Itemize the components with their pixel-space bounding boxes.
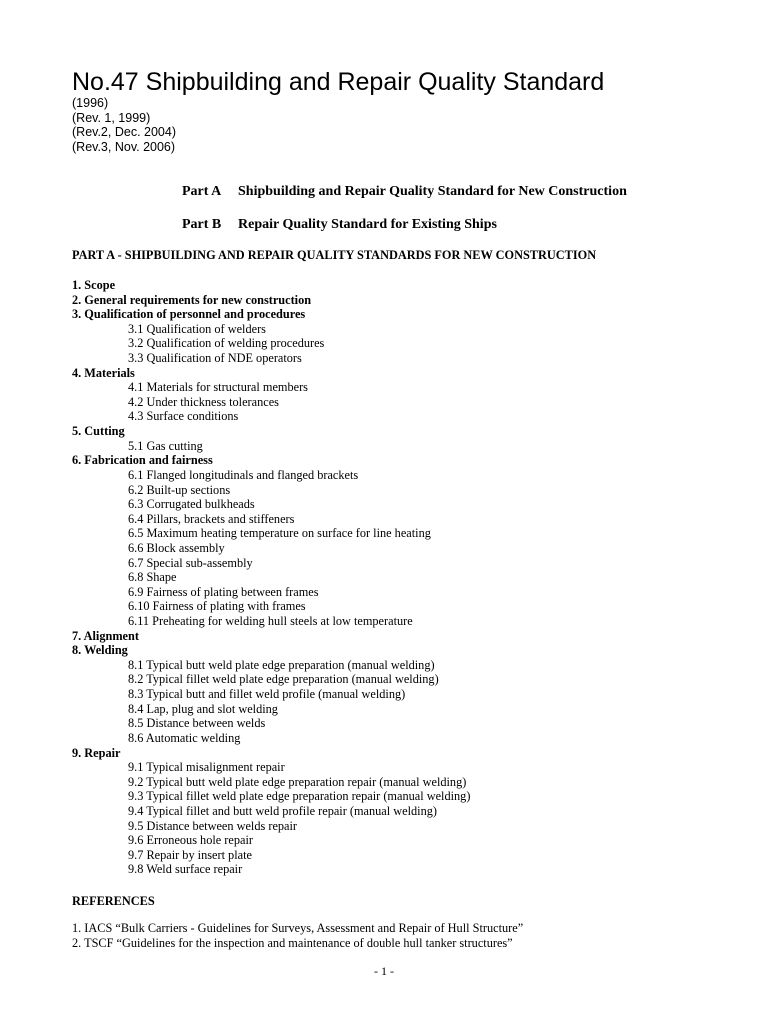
references-list: [72, 921, 523, 951]
toc-subsection: 6.10 Fairness of plating with frames: [128, 599, 306, 614]
part-title: Repair Quality Standard for Existing Ships: [238, 217, 497, 232]
toc-subsection: 8.1 Typical butt weld plate edge preparation (manual welding): [128, 657, 435, 672]
toc-subsection: 5.1 Gas cutting: [128, 438, 203, 453]
toc-subsection: 3.2 Qualification of welding procedures: [128, 336, 325, 351]
toc-subsection: 6.3 Corrugated bulkheads: [128, 497, 255, 512]
toc-subsection: 6.1 Flanged longitudinals and flanged brackets: [128, 467, 359, 482]
toc-subsection: 6.11 Preheating for welding hull steels at low temperature: [128, 614, 413, 629]
page-number: - 1 -: [374, 964, 394, 978]
toc-subsection: 4.1 Materials for structural members: [128, 380, 308, 395]
toc-subsection: 8.4 Lap, plug and slot welding: [128, 701, 278, 716]
toc-subsection: 8.2 Typical fillet weld plate edge preparation (manual welding): [128, 672, 439, 687]
toc-section: 6. Fabrication and fairness: [72, 453, 213, 468]
toc-section: 7. Alignment: [72, 628, 139, 643]
toc-subsection: 9.4 Typical fillet and butt weld profile repair (manual welding): [128, 803, 437, 818]
toc-section: 8. Welding: [72, 643, 128, 658]
toc-section: 4. Materials: [72, 365, 135, 380]
toc-subsection: 8.5 Distance between welds: [128, 716, 266, 731]
table-of-contents: [72, 278, 712, 877]
toc-section: 1. Scope: [72, 278, 116, 292]
toc-subsection: 3.3 Qualification of NDE operators: [128, 351, 302, 366]
toc-subsection: 9.7 Repair by insert plate: [128, 847, 252, 862]
toc-subsection: 6.5 Maximum heating temperature on surface for line heating: [128, 526, 431, 541]
toc-subsection: 6.9 Fairness of plating between frames: [128, 584, 319, 599]
section-heading: PART A - SHIPBUILDING AND REPAIR QUALITY STANDARDS FOR NEW CONSTRUCTION: [72, 248, 597, 262]
toc-subsection: 9.8 Weld surface repair: [128, 862, 243, 877]
toc-subsection: 9.3 Typical fillet weld plate edge preparation repair (manual welding): [128, 789, 471, 804]
part-code: Part B: [182, 217, 222, 232]
toc-subsection: 4.2 Under thickness tolerances: [128, 394, 279, 409]
toc-subsection: 3.1 Qualification of welders: [128, 321, 266, 336]
toc-subsection: 9.2 Typical butt weld plate edge preparation repair (manual welding): [128, 774, 467, 789]
toc-subsection: 6.2 Built-up sections: [128, 482, 231, 497]
toc-subsection: 9.1 Typical misalignment repair: [128, 760, 285, 775]
toc-subsection: 9.5 Distance between welds repair: [128, 818, 298, 833]
part-a-line: [182, 183, 627, 201]
toc-section: 3. Qualification of personnel and procedures: [72, 307, 306, 322]
part-code: Part A: [182, 184, 222, 199]
toc-subsection: 4.3 Surface conditions: [128, 409, 239, 424]
toc-subsection: 8.3 Typical butt and fillet weld profile (manual welding): [128, 687, 406, 702]
revision-line: (Rev.3, Nov. 2006): [72, 139, 176, 154]
toc-subsection: 6.8 Shape: [128, 570, 177, 585]
revision-line: (Rev. 1, 1999): [72, 110, 151, 125]
toc-subsection: 9.6 Erroneous hole repair: [128, 833, 253, 848]
part-title: Shipbuilding and Repair Quality Standard for New Construction: [238, 184, 627, 199]
revision-history: [72, 96, 176, 154]
reference-item: 2. TSCF “Guidelines for the inspection and maintenance of double hull tanker structures”: [72, 935, 513, 950]
toc-subsection: 6.6 Block assembly: [128, 540, 225, 555]
reference-item: 1. IACS “Bulk Carriers - Guidelines for Surveys, Assessment and Repair of Hull Structure”: [72, 921, 524, 935]
toc-subsection: 8.6 Automatic welding: [128, 730, 241, 745]
toc-section: 2. General requirements for new construction: [72, 292, 312, 307]
part-b-line: [182, 216, 497, 234]
revision-line: (1996): [72, 96, 109, 110]
revision-line: (Rev.2, Dec. 2004): [72, 125, 176, 139]
references-heading: REFERENCES: [72, 894, 155, 908]
document-title: No.47 Shipbuilding and Repair Quality Standard: [72, 68, 605, 96]
toc-subsection: 6.7 Special sub-assembly: [128, 555, 253, 570]
toc-section: 9. Repair: [72, 745, 121, 760]
toc-section: 5. Cutting: [72, 424, 125, 439]
toc-subsection: 6.4 Pillars, brackets and stiffeners: [128, 511, 295, 526]
